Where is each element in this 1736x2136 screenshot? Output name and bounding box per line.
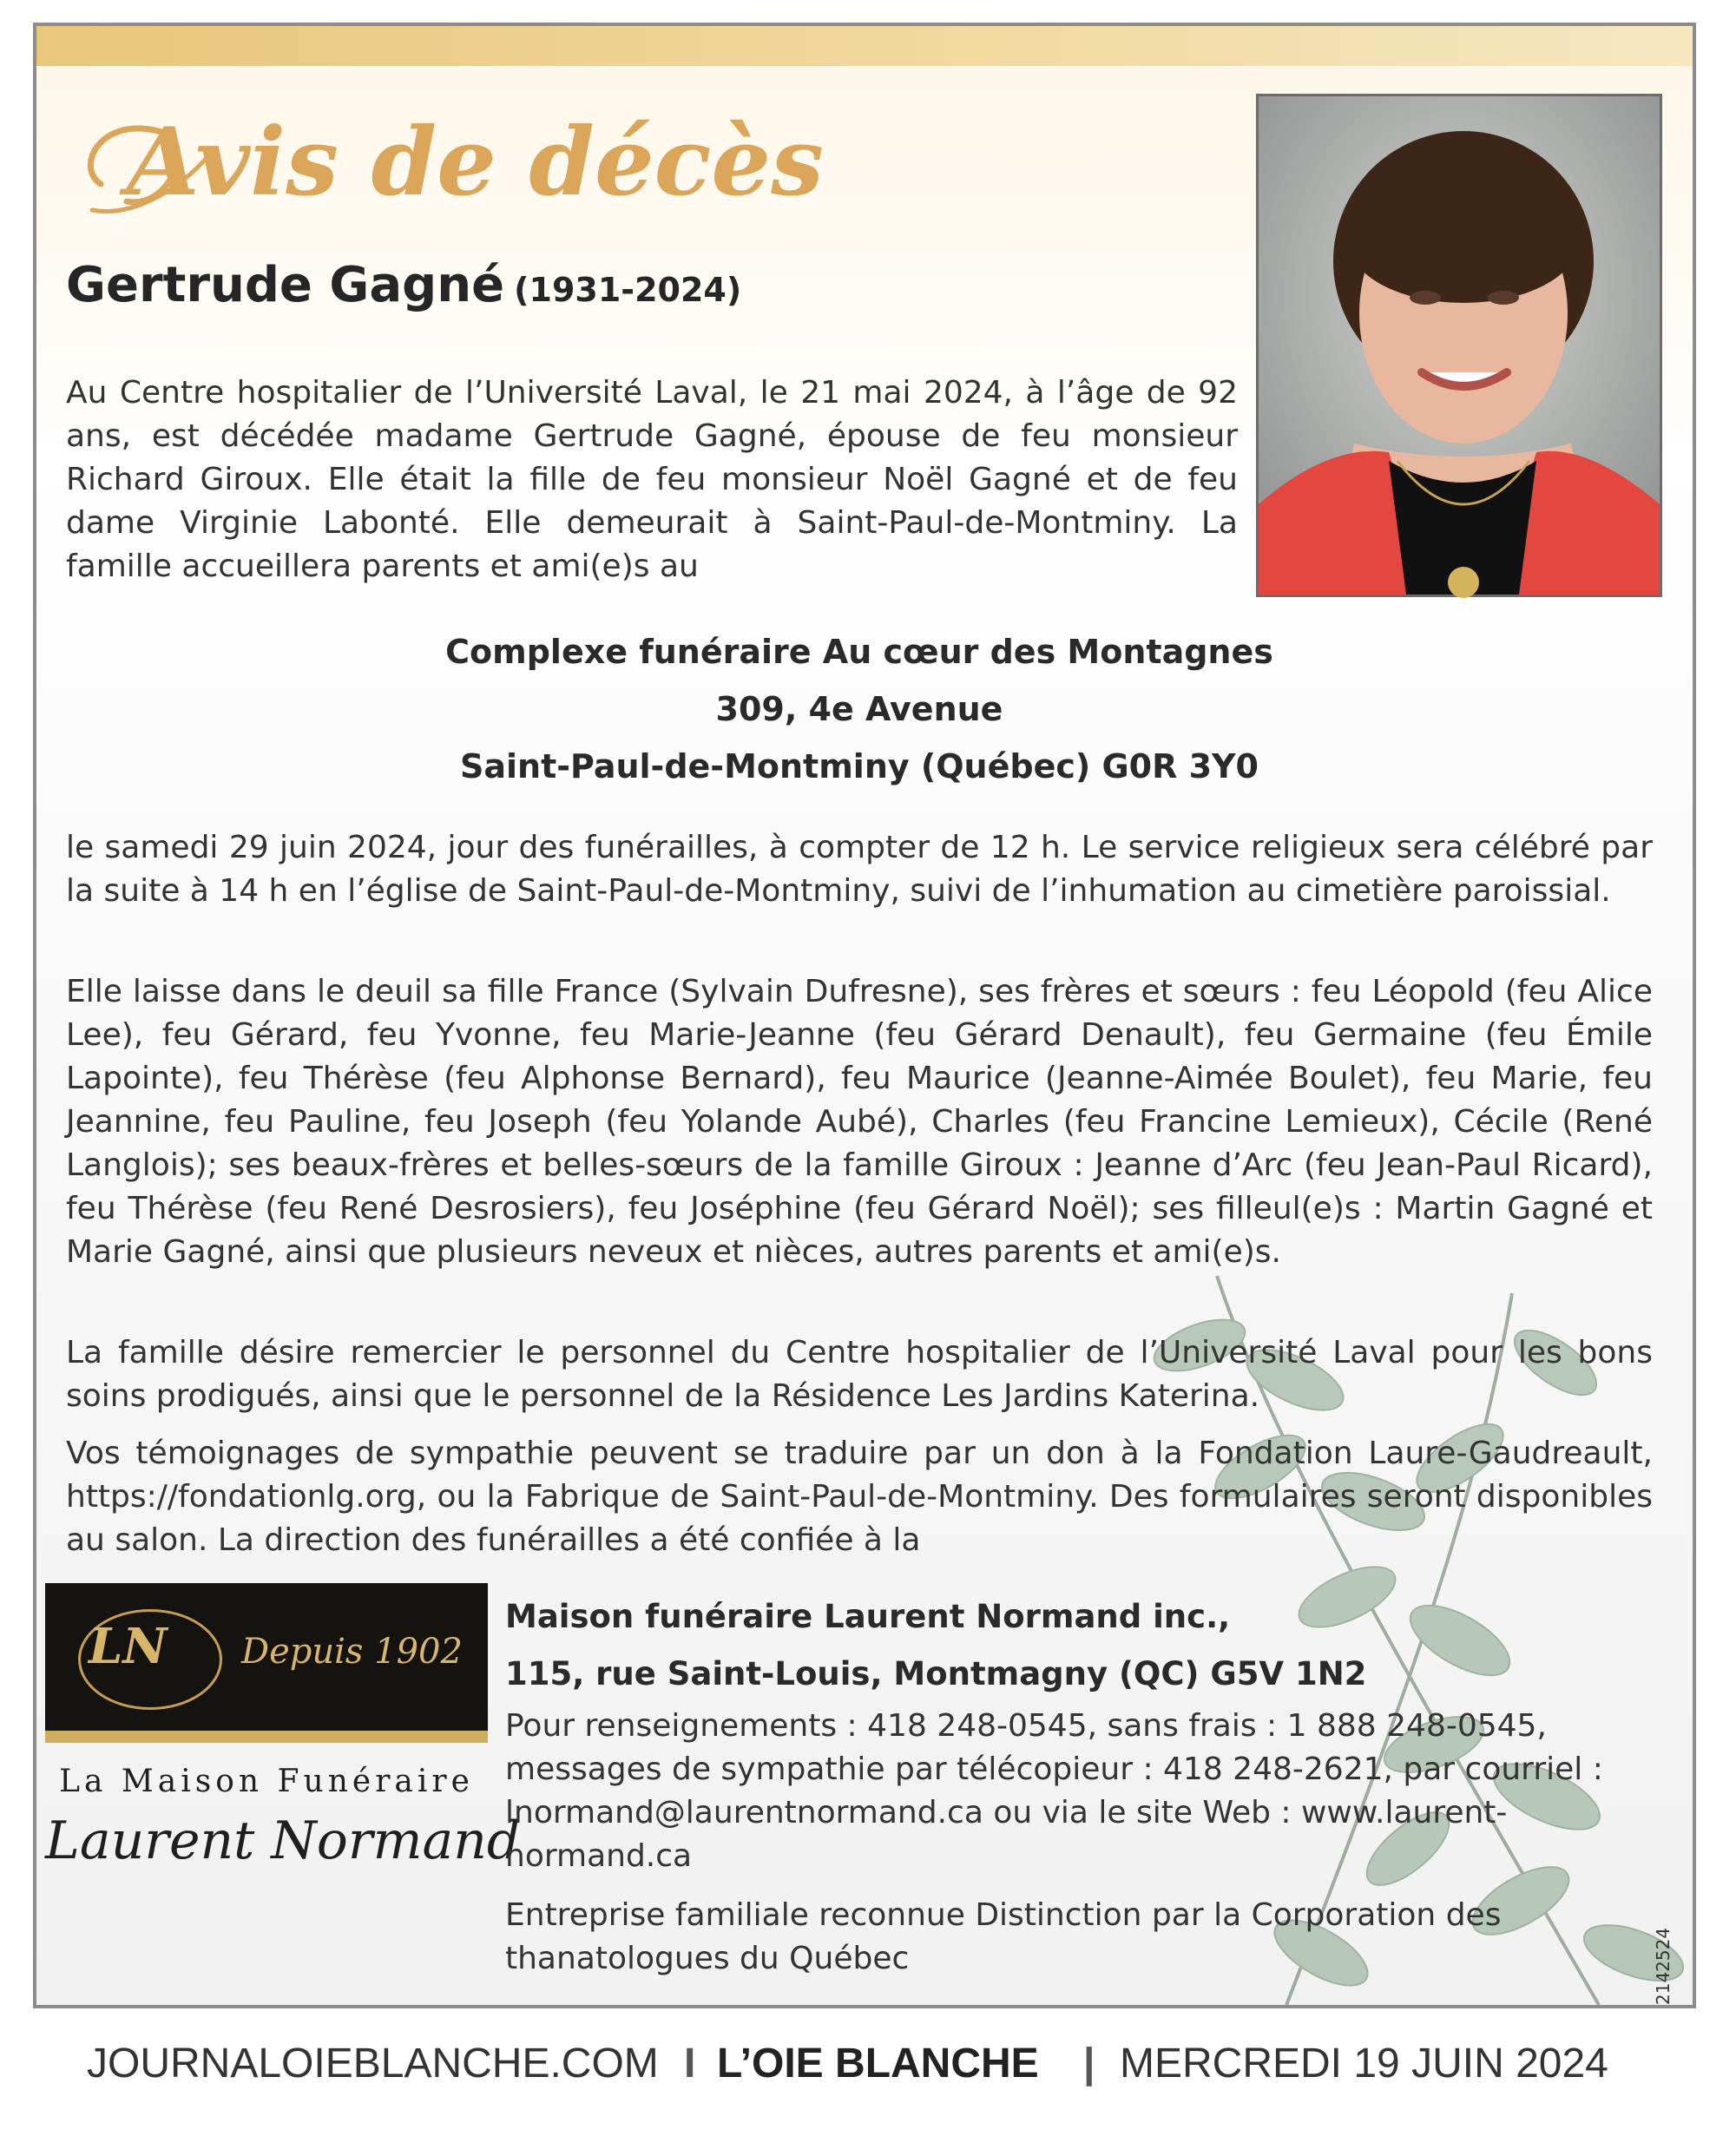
footer-site: JOURNALOIEBLANCHE.COM <box>87 2041 659 2087</box>
paragraph-funeral-schedule: le samedi 29 juin 2024, jour des funérailles, à compter de 12 h. Le service religieux sera célébré par la suite à 14 h en l’église de Saint-Paul-de-Montminy, suivi de l’inhumation au cimetière paroissial. <box>66 830 1653 909</box>
paragraph-thanks: La famille désire remercier le personnel du Centre hospitalier de l’Université Laval pour les bons soins prodigués, ainsi que le personnel de la Résidence Les Jardins Katerina. <box>66 1335 1653 1414</box>
logo-since: Depuis 1902 <box>241 1632 463 1672</box>
notice-title <box>66 80 824 236</box>
paragraph-donations: Vos témoignages de sympathie peuvent se traduire par un don à la Fondation Laure-Gaudreault, https://fondationlg.org, ou la Fabrique de Saint-Paul-de-Montminy. Des formulaires seront disponibles au salon. La direction des funérailles a été confiée à la <box>66 1436 1653 1558</box>
logo-line1: La Maison Funéraire <box>59 1764 474 1799</box>
logo-line2: Laurent Normand <box>45 1811 521 1871</box>
obituary-notice <box>33 23 1696 2008</box>
portrait-image <box>1259 96 1660 595</box>
page-footer <box>0 2040 1736 2109</box>
logo-initials: LN <box>89 1618 168 1675</box>
gold-top-bar <box>36 26 1693 66</box>
footer-date: MERCREDI 19 JUIN 2024 <box>1120 2041 1608 2087</box>
funeral-home-logo <box>45 1583 521 1913</box>
footer-separator-2: | <box>1083 2041 1095 2087</box>
funeral-home-contact: Pour renseignements : 418 248-0545, sans frais : 1 888 248-0545, messages de sympathie par télécopieur : 418 248-2621, par courriel : lnormand@laurentnormand.ca ou via le site Web : www.laurent-normand.ca <box>505 1708 1603 1874</box>
svg-text:Avis de décès: Avis de décès <box>127 108 824 217</box>
deceased-portrait <box>1256 94 1662 597</box>
funeral-home-address: 115, rue Saint-Louis, Montmagny (QC) G5V 1N2 <box>505 1655 1367 1692</box>
deceased-name: Gertrude Gagné <box>66 257 505 313</box>
paragraph-death-details: Au Centre hospitalier de l’Université Laval, le 21 mai 2024, à l’âge de 92 ans, est décédée madame Gertrude Gagné, épouse de feu monsieur Richard Giroux. Elle était la fille de feu monsieur Noël Gagné et de feu dame Virginie Labonté. Elle demeurait à Saint-Paul-de-Montminy. La famille accueillera parents et ami(e)s au <box>66 375 1238 584</box>
venue-name: Complexe funéraire Au cœur des Montagnes <box>445 633 1273 671</box>
deceased-years: (1931-2024) <box>514 271 742 309</box>
footer-brand: L’OIE BLANCHE <box>717 2041 1039 2087</box>
funeral-home-name: Maison funéraire Laurent Normand inc., <box>505 1598 1231 1635</box>
footer-separator: I <box>684 2041 696 2087</box>
ad-number: 2142524 <box>1653 1927 1674 2005</box>
venue-street: 309, 4e Avenue <box>715 690 1003 728</box>
paragraph-survivors: Elle laisse dans le deuil sa fille France (Sylvain Dufresne), ses frères et sœurs : feu Léopold (feu Alice Lee), feu Gérard, feu Yvonne, feu Marie-Jeanne (feu Gérard Denault), feu Germaine (feu Émile Lapointe), feu Thérèse (feu Alphonse Bernard), feu Maurice (Jeanne-Aimée Boulet), feu Marie, feu Jeannine, feu Pauline, feu Joseph (feu Yolande Aubé), Charles (feu Francine Lemieux), Cécile (René Langlois); ses beaux-frères et belles-sœurs de la famille Giroux : Jeanne d’Arc (feu Jean-Paul Ricard), feu Thérèse (feu René Desrosiers), feu Joséphine (feu Gérard Noël); ses filleul(e)s : Martin Gagné et Marie Gagné, ainsi que plusieurs neveux et nièces, autres parents et ami(e)s. <box>66 974 1653 1270</box>
funeral-home-distinction: Entreprise familiale reconnue Distinction par la Corporation des thanatologues du Québec <box>505 1897 1502 1976</box>
deceased-name-line <box>66 257 741 326</box>
venue-city: Saint-Paul-de-Montminy (Québec) G0R 3Y0 <box>459 747 1259 785</box>
logo-banner <box>45 1583 488 1743</box>
